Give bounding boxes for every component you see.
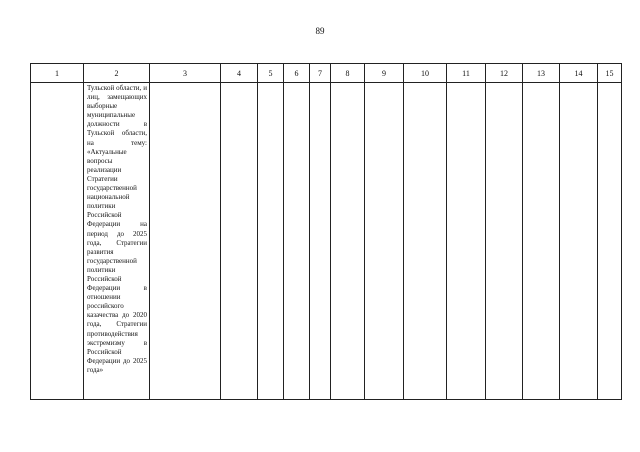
table-cell — [150, 83, 221, 400]
data-table — [30, 63, 622, 400]
header-row — [31, 64, 622, 83]
column-header: 10 — [404, 64, 447, 83]
column-header: 3 — [150, 64, 221, 83]
column-header: 1 — [31, 64, 84, 83]
table-cell — [523, 83, 560, 400]
table-cell — [598, 83, 622, 400]
table-cell — [31, 83, 84, 400]
table-cell — [331, 83, 365, 400]
table-row — [31, 83, 622, 400]
table-cell — [284, 83, 310, 400]
column-header: 12 — [486, 64, 523, 83]
table-cell — [84, 83, 150, 400]
column-header: 13 — [523, 64, 560, 83]
table-cell — [404, 83, 447, 400]
page-number: 89 — [315, 26, 325, 36]
column-header: 2 — [84, 64, 150, 83]
table-cell — [560, 83, 598, 400]
column-header: 15 — [598, 64, 622, 83]
table-cell — [258, 83, 284, 400]
table-cell — [365, 83, 404, 400]
column-header: 9 — [365, 64, 404, 83]
table-cell — [447, 83, 486, 400]
column-header: 5 — [258, 64, 284, 83]
table-cell — [486, 83, 523, 400]
column-header: 6 — [284, 64, 310, 83]
table-cell — [221, 83, 258, 400]
table-cell — [310, 83, 331, 400]
event-description: Тульской области, и лиц, замещающих выборные муниципальные должности в Тульской области, на тему: «Актуальные вопросы реализации Стратегии государственной национальной политики Российской Федерации на период до 2025 года, Стратегии развития государственной политики Российской Федерации в отношении российского казачества до 2020 года, Стратегии противодействия экстремизму в Российской Федерации до 2025 года» — [87, 84, 147, 374]
column-header: 14 — [560, 64, 598, 83]
column-header: 7 — [310, 64, 331, 83]
column-header: 11 — [447, 64, 486, 83]
column-header: 8 — [331, 64, 365, 83]
column-header: 4 — [221, 64, 258, 83]
